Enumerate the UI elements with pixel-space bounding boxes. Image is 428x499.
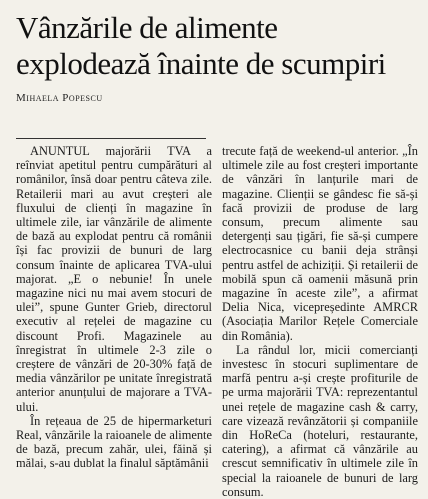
body-column-left	[16, 144, 212, 477]
headline-line-2: explodează înainte de scumpiri	[16, 46, 386, 81]
paragraph: ANUNTUL majorării TVA a reînviat apetitul pentru cumpărături al românilor, însă doar pentru câteva zile. Retailerii mari au avut creșteri ale fluxului de clienți în magazine în ultimele zile, iar vânzările de alimente de bază au explodat pentru că românii își fac provizii de bunuri de larg consum înainte de aplicarea TVA-ului majorat. „E o nebunie! În unele magazine nici nu mai avem stocuri de ulei”, spune Gunter Grieb, directorul executiv al rețelei de magazine cu discount Profi. Magazinele au înregistrat în ultimele 2-3 zile o creștere de vânzări de 20-30% față de media vânzărilor pe unitate înregistrată anterior anunțului de majorare a TVA-ului.	[16, 144, 212, 414]
article-body	[16, 144, 418, 499]
article-headline	[16, 10, 418, 82]
article-byline: Mihaela Popescu	[16, 92, 103, 104]
body-column-right	[222, 144, 418, 499]
paragraph: trecute față de weekend-ul anterior. „În ultimele zile au fost creșteri importante de vânzări în lanțurile mari de magazine. Clienții se gândesc fie să-și facă provizii de produse de larg consum, precum alimente sau detergenți sau țigări, fie să-și cumpere electrocasnice cu banii deja strânși pentru astfel de achiziții. Și retailerii de mobilă spun că oamenii măsună prin magazine în aceste zile”, a afirmat Delia Nica, vicepreședinte AMRCR (Asociația Marilor Rețele Comerciale din România).	[222, 144, 418, 343]
byline-divider	[16, 138, 206, 139]
paragraph: La rândul lor, micii comercianți investesc în stocuri suplimentare de marfă pentru a-și crește profiturile de pe urma majorării TVA: reprezentantul unei rețele de magazine cash & carry, care vizează revânzătorii și companiile din HoReCa (hoteluri, restaurante, catering), a afirmat că vânzările au crescut semnificativ în ultimele zile în special la raioanele de bunuri de larg consum.	[222, 342, 418, 499]
paragraph: În rețeaua de 25 de hipermarketuri Real, vânzările la raioanele de alimente de bază, precum zahăr, ulei, făină și mălai, s-au dublat la finalul săptămânii	[16, 413, 212, 471]
headline-line-1: Vânzările de alimente	[16, 10, 278, 45]
